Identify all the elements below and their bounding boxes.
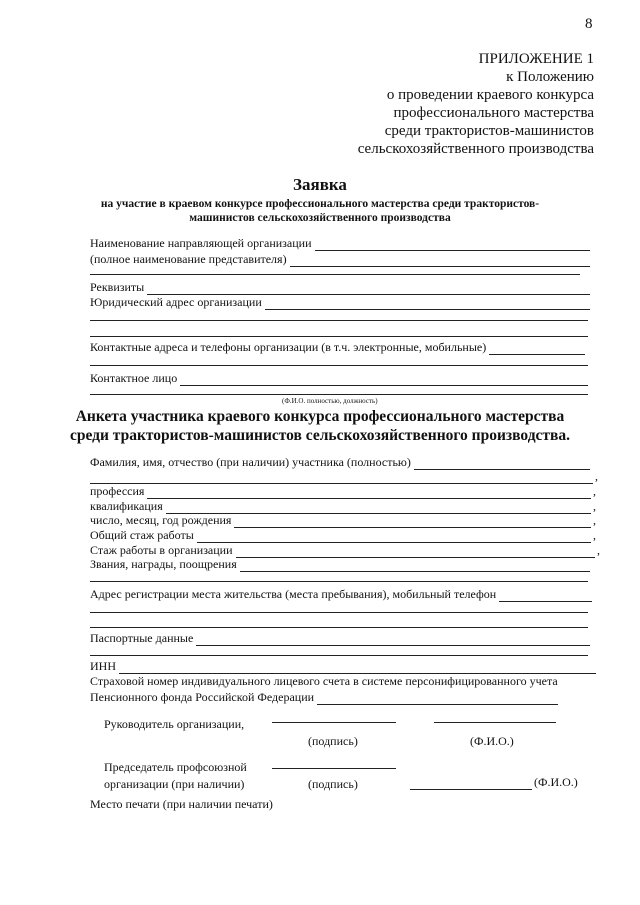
contacts-field[interactable]: [90, 340, 585, 355]
awards-line[interactable]: [240, 560, 590, 572]
address-phone-label: Адрес регистрации места жительства (места пребывания), мобильный телефон: [90, 587, 497, 601]
address-phone-field[interactable]: [90, 587, 592, 602]
chair-label: Председатель профсоюзной: [104, 760, 247, 774]
org-name-field[interactable]: [90, 236, 590, 251]
profession-line[interactable]: [147, 487, 591, 499]
requisites-label: Реквизиты: [90, 280, 145, 294]
birth-date-field[interactable]: [90, 513, 596, 528]
full-name-cont-line[interactable]: [90, 472, 593, 484]
comma: ,: [593, 484, 596, 498]
profession-field[interactable]: [90, 484, 596, 499]
chair-label-2: организации (при наличии): [104, 777, 245, 791]
total-experience-label: Общий стаж работы: [90, 528, 194, 542]
blank-line[interactable]: [90, 612, 588, 613]
snils-label-2: Пенсионного фонда Российской Федерации: [90, 690, 315, 704]
application-title: Заявка: [293, 175, 347, 194]
qualification-label: квалификация: [90, 499, 163, 513]
contact-person-field[interactable]: [90, 371, 588, 386]
application-subtitle: на участие в краевом конкурсе профессионального мастерства среди трактористов-: [100, 198, 540, 210]
passport-line[interactable]: [196, 634, 590, 646]
head-fio-line[interactable]: [434, 722, 556, 723]
blank-line[interactable]: [90, 627, 588, 628]
questionnaire-title: Анкета участника краевого конкурса профессионального мастерства: [75, 408, 565, 425]
seal-place: Место печати (при наличии печати): [90, 797, 273, 811]
inn-label: ИНН: [90, 659, 116, 673]
address-phone-line[interactable]: [499, 590, 592, 602]
fio-caption: (Ф.И.О.): [534, 775, 578, 789]
legal-address-line[interactable]: [265, 298, 590, 310]
contacts-line[interactable]: [489, 343, 585, 355]
snils-label: Страховой номер индивидуального лицевого счета в системе персонифицированного учета: [90, 674, 558, 688]
appendix-title: ПРИЛОЖЕНИЕ 1: [478, 51, 594, 67]
profession-label: профессия: [90, 484, 145, 498]
signature-caption: (подпись): [308, 777, 358, 791]
appendix-line: к Положению: [506, 69, 594, 85]
snils-line[interactable]: [317, 693, 558, 705]
comma: ,: [593, 528, 596, 542]
appendix-line: о проведении краевого конкурса: [386, 87, 594, 103]
comma: ,: [593, 499, 596, 513]
fio-caption: (Ф.И.О.): [470, 734, 514, 748]
rep-name-label: (полное наименование представителя): [90, 252, 287, 266]
contact-person-line[interactable]: [180, 374, 588, 386]
rep-name-line[interactable]: [290, 255, 590, 267]
org-experience-label: Стаж работы в организации: [90, 543, 233, 557]
chair-fio-line[interactable]: [410, 789, 532, 790]
org-name-label: Наименование направляющей организации: [90, 236, 312, 250]
signature-caption: (подпись): [308, 734, 358, 748]
contact-person-caption: (Ф.И.О. полностью, должность): [282, 397, 378, 405]
appendix-line: профессионального мастерства: [393, 105, 594, 121]
application-subtitle: машинистов сельскохозяйственного производства: [189, 212, 451, 224]
legal-address-label: Юридический адрес организации: [90, 295, 262, 309]
appendix-line: среди трактористов-машинистов: [384, 123, 594, 139]
head-signature-line[interactable]: [272, 722, 396, 723]
rep-name-field[interactable]: [90, 252, 590, 267]
blank-line[interactable]: [90, 581, 588, 582]
inn-line[interactable]: [119, 662, 596, 674]
appendix-line: сельскохозяйственного производства: [357, 141, 594, 157]
snils-field[interactable]: [90, 690, 558, 705]
requisites-field[interactable]: [90, 280, 590, 295]
head-label: Руководитель организации,: [104, 717, 245, 731]
total-experience-line[interactable]: [197, 531, 591, 543]
comma: ,: [593, 513, 596, 527]
requisites-line[interactable]: [147, 283, 590, 295]
page-number: 8: [585, 16, 593, 32]
total-experience-field[interactable]: [90, 528, 596, 543]
awards-field[interactable]: [90, 557, 590, 572]
legal-address-field[interactable]: [90, 295, 590, 310]
contacts-label: Контактные адреса и телефоны организации (в т.ч. электронные, мобильные): [90, 340, 487, 354]
birth-date-line[interactable]: [234, 516, 591, 528]
chair-signature-line[interactable]: [272, 768, 396, 769]
blank-line[interactable]: [90, 655, 588, 656]
blank-line[interactable]: [90, 274, 580, 275]
blank-line[interactable]: [90, 320, 588, 321]
comma: ,: [595, 469, 598, 483]
awards-label: Звания, награды, поощрения: [90, 557, 237, 571]
blank-line[interactable]: [90, 394, 588, 395]
inn-field[interactable]: [90, 659, 596, 674]
birth-date-label: число, месяц, год рождения: [90, 513, 232, 527]
passport-label: Паспортные данные: [90, 631, 194, 645]
full-name-field[interactable]: [90, 455, 590, 470]
passport-field[interactable]: [90, 631, 590, 646]
full-name-cont-field[interactable]: [90, 469, 598, 484]
comma: ,: [597, 543, 600, 557]
blank-line[interactable]: [90, 336, 588, 337]
org-experience-field[interactable]: [90, 543, 600, 558]
qualification-field[interactable]: [90, 499, 596, 514]
full-name-label: Фамилия, имя, отчество (при наличии) участника (полностью): [90, 455, 411, 469]
org-name-line[interactable]: [315, 239, 591, 251]
questionnaire-title: среди трактористов-машинистов сельскохозяйственного производства.: [69, 427, 571, 444]
contact-person-label: Контактное лицо: [90, 371, 178, 385]
blank-line[interactable]: [90, 365, 588, 366]
